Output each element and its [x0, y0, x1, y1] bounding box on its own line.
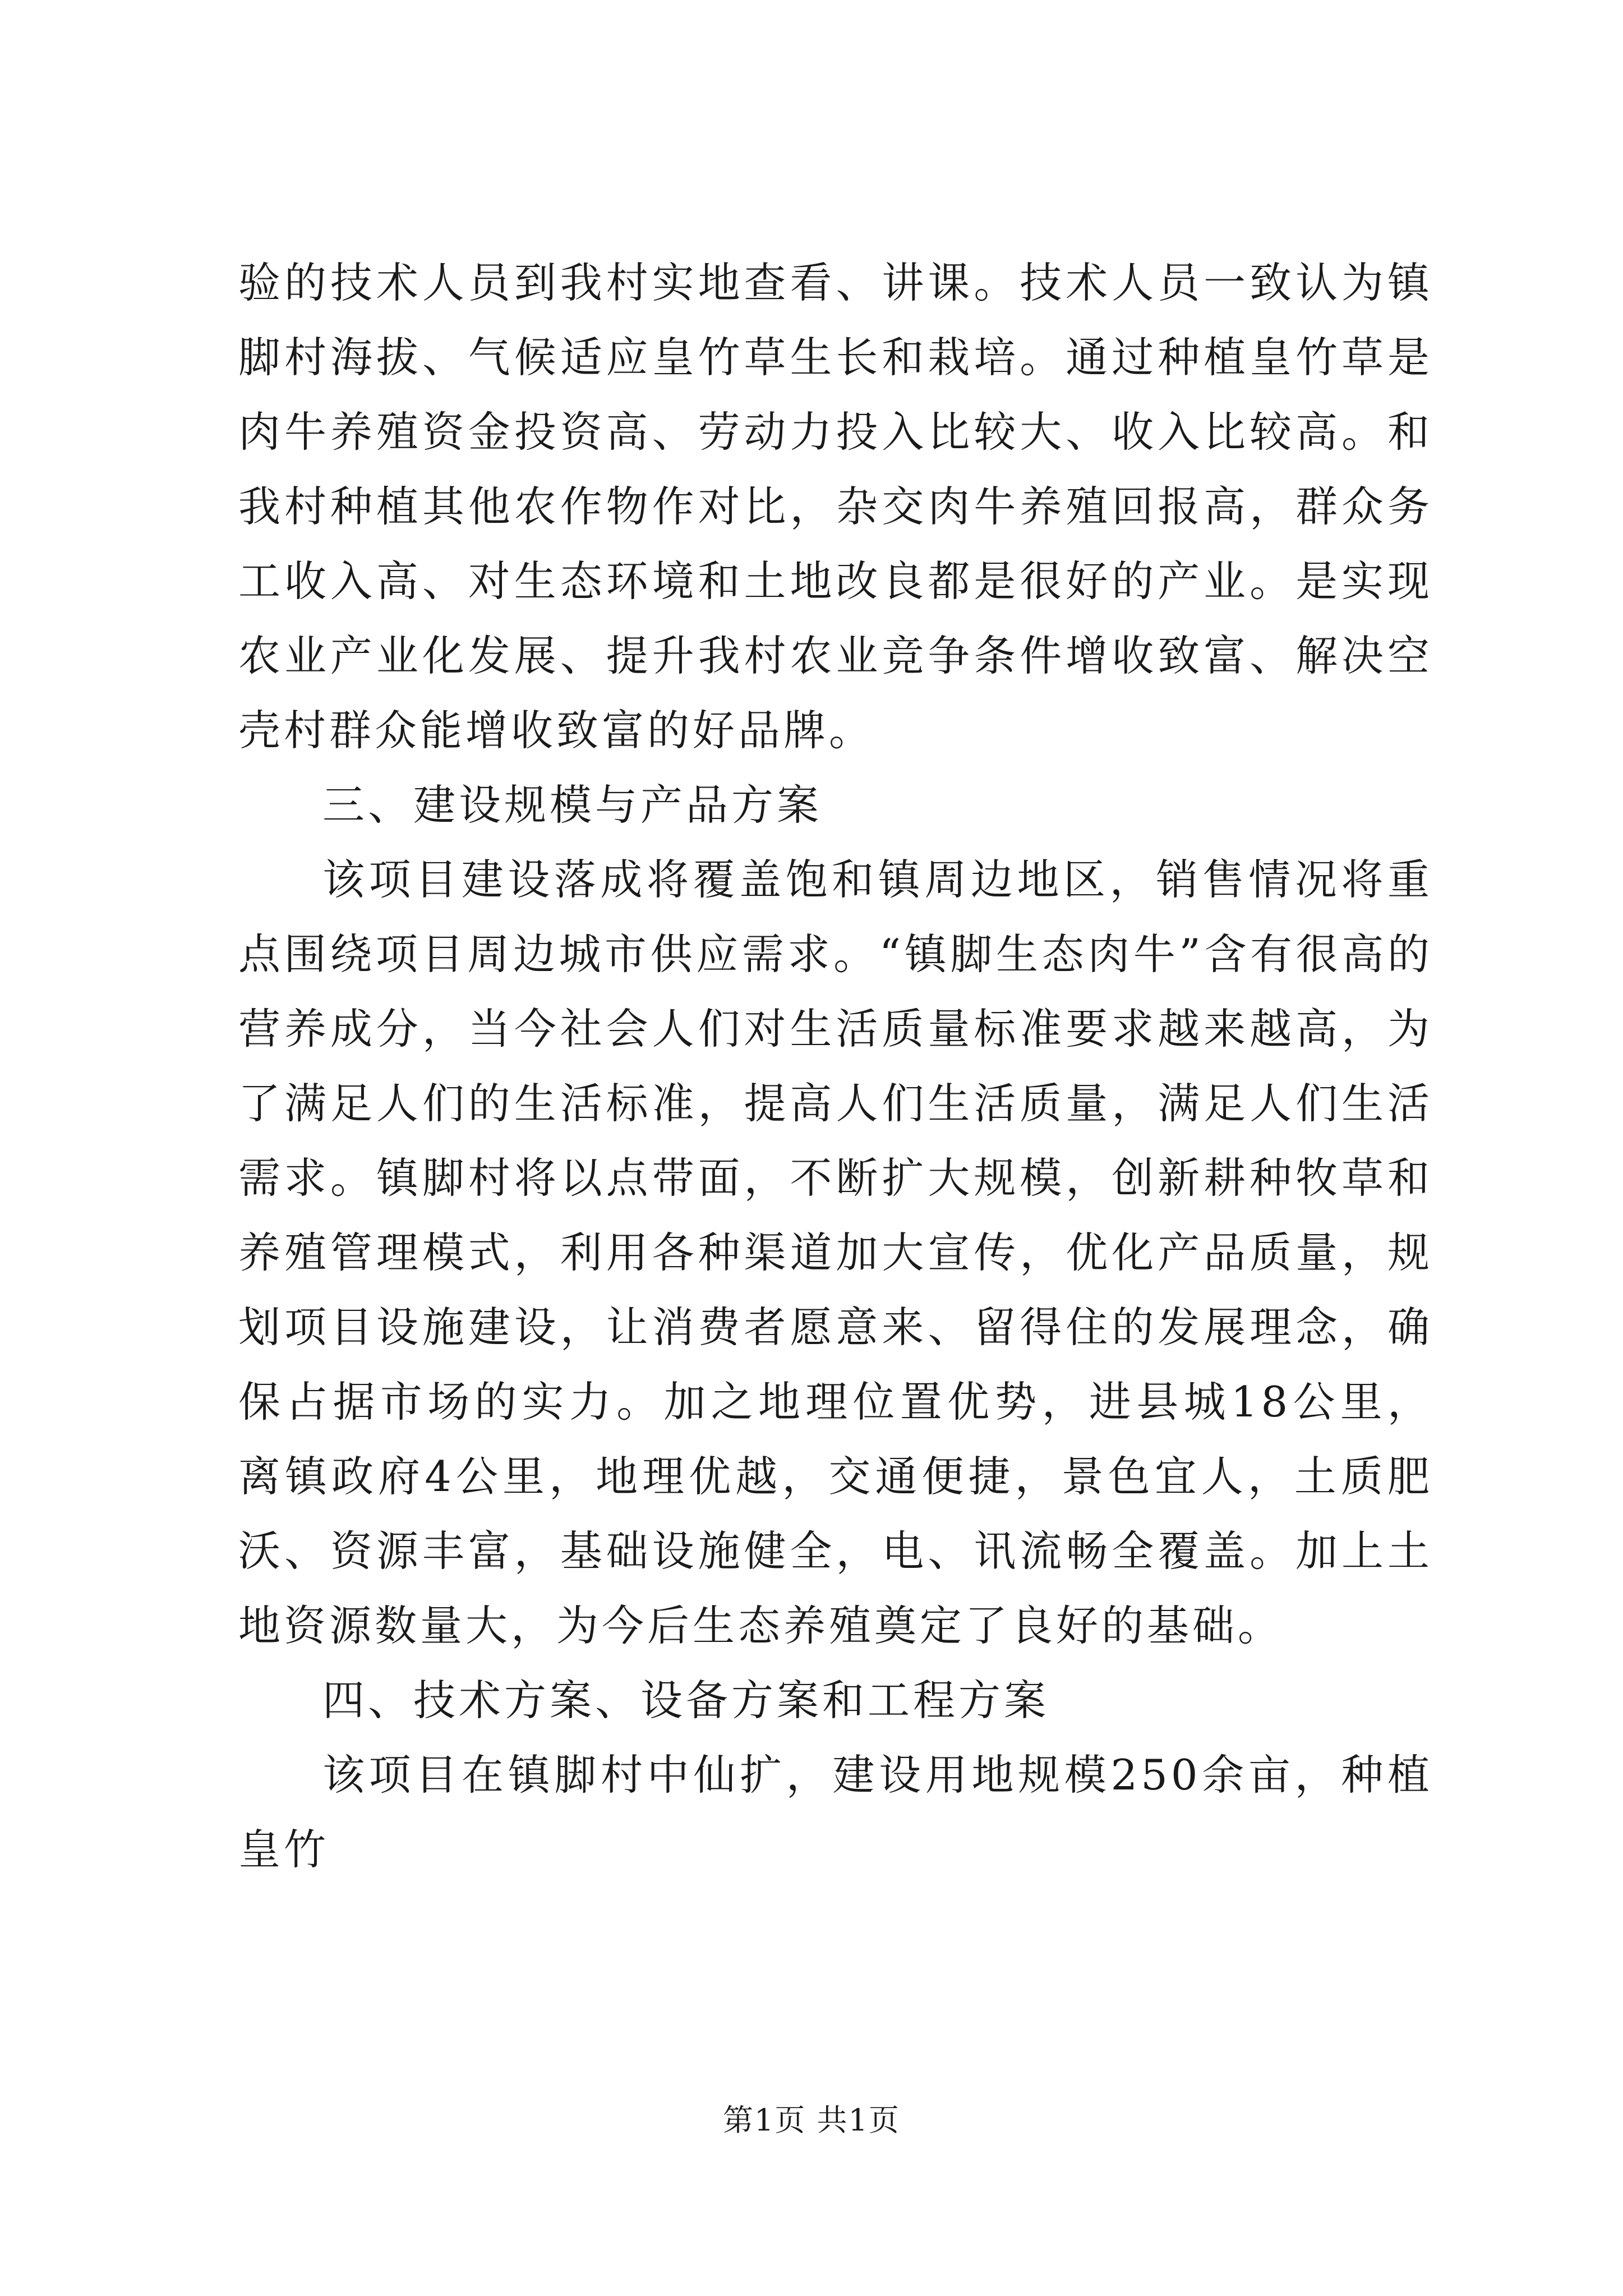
- page-footer: 第1页 共1页: [723, 2102, 900, 2138]
- document-body: [238, 246, 1433, 1887]
- section-heading-4: 四、技术方案、设备方案和工程方案: [322, 1676, 1050, 1725]
- section-heading-3: 三、建设规模与产品方案: [322, 780, 823, 830]
- paragraph-1: 验的技术人员到我村实地查看、讲课。技术人员一致认为镇脚村海拔、气候适应皇竹草生长和栽培。通过种植皇竹草是肉牛养殖资金投资高、劳动力投入比较大、收入比较高。和我村种植其他农作物作对比，杂交肉牛养殖回报高，群众务工收入高、对生态环境和土地改良都是很好的产业。是实现农业产业化发展、提升我村农业竞争条件增收致富、解决空壳村群众能增收致富的好品牌。: [238, 258, 1433, 755]
- paragraph-3: 该项目在镇脚村中仙扩，建设用地规模250余亩，种植皇竹: [238, 1750, 1433, 1874]
- paragraph-2: 该项目建设落成将覆盖饱和镇周边地区，销售情况将重点围绕项目周边城市供应需求。“镇脚生态肉牛”含有很高的营养成分，当今社会人们对生活质量标准要求越来越高，为了满足人们的生活标准，提高人们生活质量，满足人们生活需求。镇脚村将以点带面，不断扩大规模，创新耕种牧草和养殖管理模式，利用各种渠道加大宣传，优化产品质量，规划项目设施建设，让消费者愿意来、留得住的发展理念，确保占据市场的实力。加之地理位置优势，进县城18公里，离镇政府4公里，地理优越，交通便捷，景色宜人，土质肥沃、资源丰富，基础设施健全，电、讯流畅全覆盖。加上土地资源数量大，为今后生态养殖奠定了良好的基础。: [238, 855, 1433, 1650]
